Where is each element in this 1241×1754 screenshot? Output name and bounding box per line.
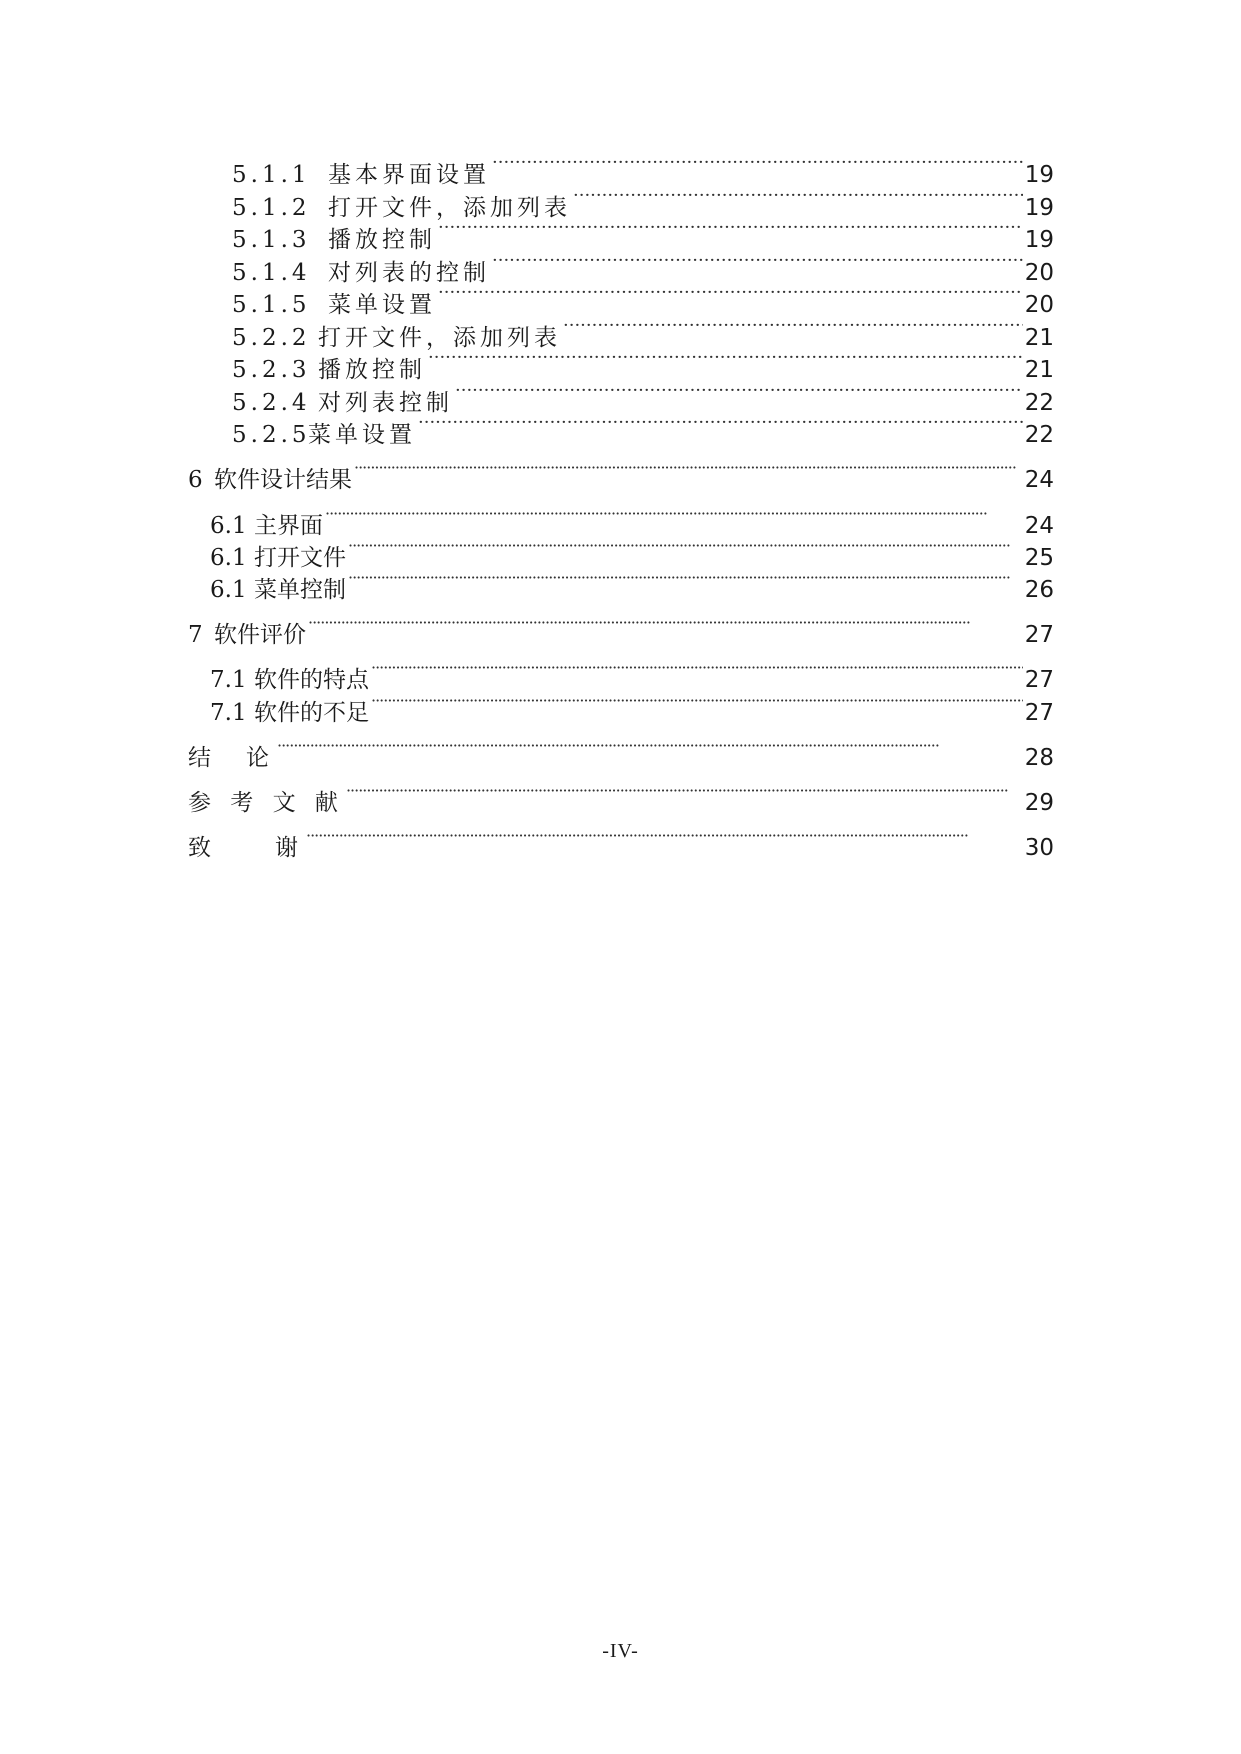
toc-title: 软件评价 [214,622,306,648]
toc-page-number: 20 [1024,260,1054,286]
toc-leader-dots [348,567,1023,597]
toc-title: 打开文件，添加列表 [318,325,561,351]
toc-leader-dots [306,825,1023,855]
toc-page-number: 27 [1024,667,1054,693]
toc-chapter-entry[interactable] [188,457,1054,495]
toc-number: 5.1.5 [232,292,311,318]
page-number-footer: -IV- [602,1640,639,1662]
toc-title: 对列表的控制 [328,260,490,286]
toc-leader-dots [346,780,1023,810]
toc-title: 软件的特点 [254,667,369,693]
toc-number: 5.1.1 [232,162,311,188]
toc-number: 6 [188,467,203,493]
toc-leader-dots [438,282,1023,312]
toc-number: 5.2.4 [232,390,311,416]
toc-page-number: 30 [1024,835,1054,861]
toc-page-number: 27 [1024,622,1054,648]
toc-page-number: 24 [1024,513,1054,539]
toc-title: 打开文件，添加列表 [328,195,571,221]
toc-number: 7.1 [210,667,247,693]
toc-chapter-entry[interactable] [188,780,1054,818]
toc-leader-dots [492,152,1023,182]
toc-leader-dots [325,503,1023,533]
toc-page-number: 24 [1024,467,1054,493]
toc-leader-dots [492,250,1023,280]
toc-page-number: 22 [1024,390,1054,416]
toc-number: 5.1.2 [232,195,311,221]
toc-entry[interactable] [210,690,1054,728]
toc-chapter-entry[interactable] [188,612,1054,650]
toc-leader-dots [371,690,1023,720]
toc-title: 播放控制 [328,227,436,253]
toc-page-number: 20 [1024,292,1054,318]
toc-page-number: 19 [1024,195,1054,221]
toc-page-number: 25 [1024,545,1054,571]
toc-entry[interactable] [232,412,1054,450]
toc-page-number: 29 [1024,790,1054,816]
toc-title: 菜单设置 [328,292,436,318]
toc-leader-dots [308,612,1023,642]
toc-page-number: 21 [1024,325,1054,351]
toc-leader-dots [277,735,1023,765]
toc-number: 7 [188,622,203,648]
toc-leader-dots [428,347,1023,377]
toc-leader-dots [418,412,1023,442]
toc-number: 6.1 [210,545,247,571]
toc-title: 菜单设置 [308,422,416,448]
toc-page-number: 22 [1024,422,1054,448]
toc-leader-dots [354,457,1023,487]
toc-number: 6.1 [210,513,247,539]
toc-number: 5.1.3 [232,227,311,253]
toc-chapter-entry[interactable] [188,735,1054,773]
toc-page-number: 27 [1024,700,1054,726]
toc-leader-dots [455,380,1023,410]
toc-leader-dots [573,185,1023,215]
toc-number: 7.1 [210,700,247,726]
toc-leader-dots [348,535,1023,565]
toc-title: 主界面 [254,513,323,539]
toc-title: 对列表控制 [318,390,453,416]
toc-title: 软件设计结果 [214,467,352,493]
toc-entry[interactable] [210,567,1054,605]
toc-number: 5.1.4 [232,260,311,286]
toc-title: 打开文件 [254,545,346,571]
toc-chapter-entry[interactable] [188,825,1054,863]
toc-page-number: 26 [1024,577,1054,603]
toc-number: 5.2.2 [232,325,311,351]
toc-page-number: 19 [1024,227,1054,253]
toc-page-number: 28 [1024,745,1054,771]
toc-title: 播放控制 [318,357,426,383]
toc-page-number: 19 [1024,162,1054,188]
toc-title: 软件的不足 [254,700,369,726]
toc-title: 致 谢 [188,835,304,861]
toc-title: 参 考 文 献 [188,790,344,816]
toc-number: 5.2.5 [232,422,311,448]
toc-leader-dots [563,315,1023,345]
toc-number: 6.1 [210,577,247,603]
toc-title: 结 论 [188,745,275,771]
toc-leader-dots [438,217,1023,247]
toc-leader-dots [371,657,1023,687]
toc-page-number: 21 [1024,357,1054,383]
toc-title: 基本界面设置 [328,162,490,188]
toc-number: 5.2.3 [232,357,311,383]
toc-title: 菜单控制 [254,577,346,603]
